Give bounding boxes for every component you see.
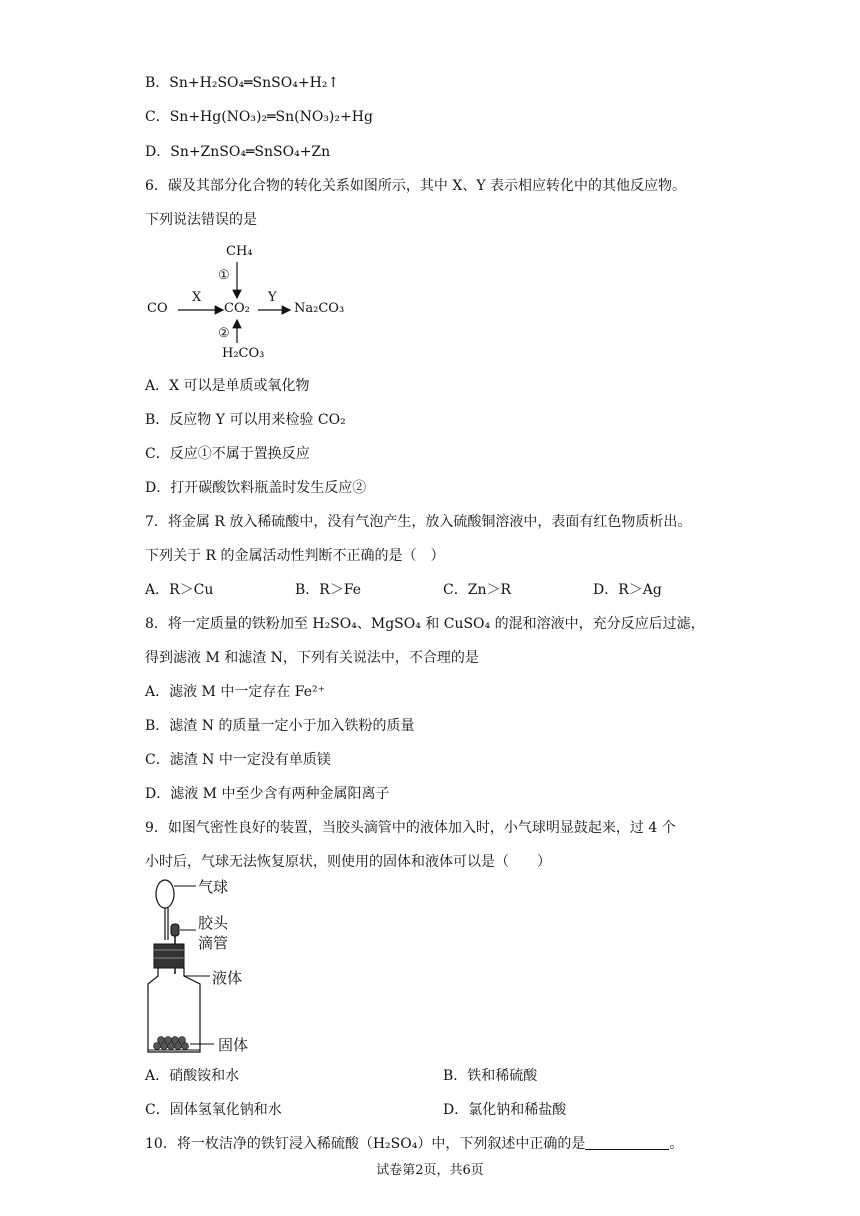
q9-option-a: A．硝酸铵和水 [145,1068,240,1084]
q7-stem-line1: 7．将金属 R 放入稀硫酸中，没有气泡产生，放入硫酸铜溶液中，表面有红色物质析出。 [145,514,692,530]
q10-stem: 10．将一枚洁净的铁钉浸入稀硫酸（H₂SO₄）中，下列叙述中正确的是 [145,1136,586,1152]
reaction-2-label: ② [218,326,230,341]
stopper [154,944,184,968]
q7-options-row [145,580,745,600]
carbon-conversion-diagram [140,240,380,370]
q5-option-c: C．Sn+Hg(NO₃)₂═Sn(NO₃)₂+Hg [145,109,373,125]
solid-label: 固体 [218,1036,249,1054]
co2-label: CO₂ [224,301,250,316]
q9-option-c: C．固体氢氧化钠和水 [145,1102,282,1118]
q9-options-row-2 [145,1100,745,1120]
q6-option-a: A．X 可以是单质或氧化物 [145,378,310,394]
q8-option-b: B．滤渣 N 的质量一定小于加入铁粉的质量 [145,718,415,734]
q7-stem-line2: 下列关于 R 的金属活动性判断不正确的是（ ） [145,548,445,564]
solid-pellets [154,1037,189,1050]
q9-option-d: D．氯化钠和稀盐酸 [443,1102,567,1118]
liquid-label: 液体 [212,969,243,987]
q8-option-a: A．滤液 M 中一定存在 Fe²⁺ [145,684,326,700]
q8-stem-line1: 8．将一定质量的铁粉加至 H₂SO₄、MgSO₄ 和 CuSO₄ 的混和溶液中，充分反应后过滤， [145,616,705,632]
q5-option-d: D．Sn+ZnSO₄═SnSO₄+Zn [145,144,331,160]
q9-stem-line2: 小时后，气球无法恢复原状，则使用的固体和液体可以是（ ） [145,854,551,870]
q7-option-a: A．R＞Cu [145,582,214,598]
q6-option-d: D．打开碳酸饮料瓶盖时发生反应② [145,480,367,496]
y-label: Y [268,290,277,305]
q8-option-c: C．滤渣 N 中一定没有单质镁 [145,752,331,768]
page-footer: 试卷第2页，共6页 [376,1163,484,1178]
answer-blank [585,1135,669,1150]
balloon-label: 气球 [198,878,229,896]
q7-option-d: D．R＞Ag [593,582,662,598]
q10-stem-line [145,1134,683,1154]
q8-option-d: D．滤液 M 中至少含有两种金属阳离子 [145,786,390,802]
dropper-bulb [171,924,179,936]
q9-stem-line1: 9．如图气密性良好的装置，当胶头滴管中的液体加入时，小气球明显鼓起来，过 4 个 [145,820,676,836]
reaction-1-label: ① [218,268,230,283]
q6-stem-line1: 6．碳及其部分化合物的转化关系如图所示，其中 X、Y 表示相应转化中的其他反应物。 [145,178,687,194]
q6-option-c: C．反应①不属于置换反应 [145,446,310,462]
q6-stem-line2: 下列说法错误的是 [145,212,257,228]
dropper-label-2: 滴管 [198,934,229,952]
h2co3-label: H₂CO₃ [222,346,265,361]
q10-tail: 。 [669,1136,684,1152]
dropper-label-1: 胶头 [198,914,229,932]
q5-option-b: B．Sn+H₂SO₄═SnSO₄+H₂↑ [145,75,340,91]
q9-options-row-1 [145,1066,745,1086]
apparatus-drawing [140,872,270,1062]
ch4-label: CH₄ [226,244,253,259]
q8-stem-line2: 得到滤液 M 和滤渣 N，下列有关说法中，不合理的是 [145,650,479,666]
q7-option-c: C．Zn＞R [443,582,511,598]
q9-option-b: B．铁和稀硫酸 [443,1068,538,1084]
co-label: CO [147,301,168,316]
apparatus-diagram [140,872,270,1062]
balloon-shape [156,880,174,908]
na2co3-label: Na₂CO₃ [294,301,345,316]
q6-option-b: B．反应物 Y 可以用来检验 CO₂ [145,412,346,428]
x-label: X [192,290,202,305]
q7-option-b: B．R＞Fe [295,582,362,598]
